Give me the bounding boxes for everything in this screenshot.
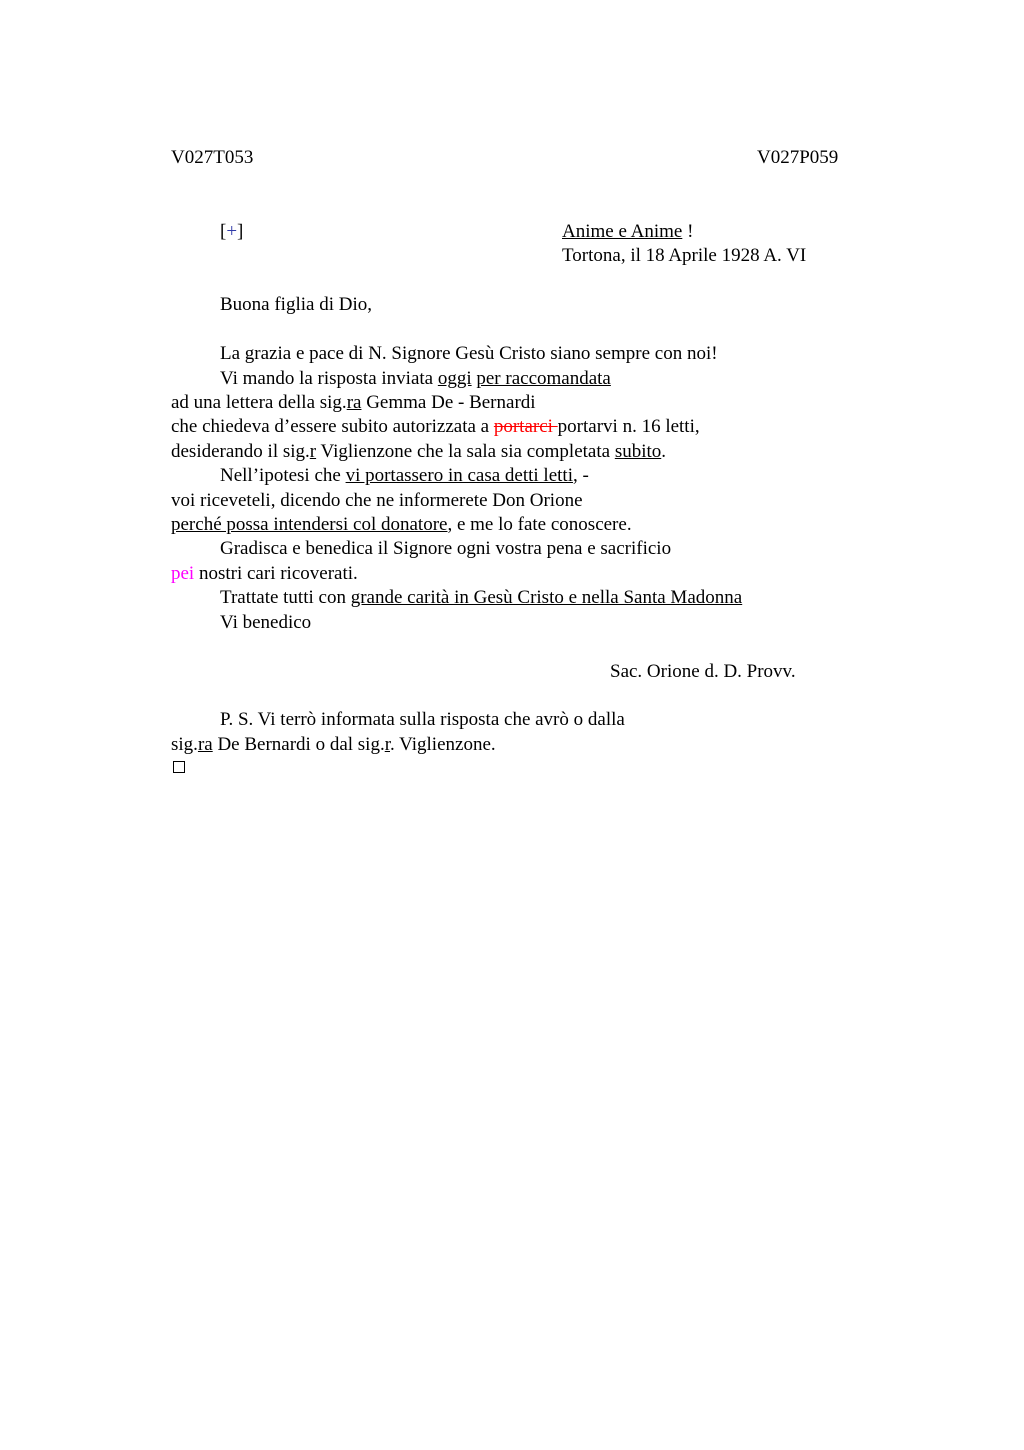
body-line-7: voi riceveteli, dicendo che ne informerete Don Orione xyxy=(171,490,583,511)
underlined-segment: per raccomandata xyxy=(476,368,611,389)
cross-close-bracket: ] xyxy=(237,221,244,242)
underlined-segment: r xyxy=(309,441,317,462)
struck-correction: portarci xyxy=(493,416,558,437)
text-segment: che chiedeva d’essere subito autorizzata a xyxy=(171,416,494,437)
body-line-4 xyxy=(171,415,700,439)
body-line-2 xyxy=(220,367,611,391)
text-segment: Vi mando la risposta inviata xyxy=(220,368,438,389)
underlined-segment: perché possa intendersi col donatore xyxy=(171,514,448,535)
underlined-segment: ra xyxy=(346,392,362,413)
salutation: Buona figlia di Dio, xyxy=(220,294,372,315)
body-line-6 xyxy=(220,464,589,488)
text-segment: portarvi n. 16 letti, xyxy=(557,416,700,437)
text-segment: Viglienzone che la sala sia completata xyxy=(316,441,615,462)
body-line-1: La grazia e pace di N. Signore Gesù Cristo siano sempre con noi! xyxy=(220,343,718,364)
body-line-11 xyxy=(220,586,742,610)
cross-symbol: + xyxy=(226,221,238,242)
text-segment: , e me lo fate conoscere. xyxy=(447,514,632,535)
text-segment: . Viglienzone. xyxy=(390,734,496,755)
cross-open-bracket: [ xyxy=(220,221,227,242)
underlined-segment: ra xyxy=(197,734,213,755)
underlined-segment: oggi xyxy=(437,368,472,389)
underlined-segment: r xyxy=(384,734,390,755)
end-box-icon xyxy=(173,761,185,773)
body-line-5 xyxy=(171,440,666,464)
postscript-line-2 xyxy=(171,733,496,757)
highlighted-word: pei xyxy=(171,563,195,584)
underlined-segment: vi portassero in casa detti letti xyxy=(345,465,573,486)
body-line-12: Vi benedico xyxy=(220,612,312,633)
text-segment: Nell’ipotesi che xyxy=(220,465,346,486)
text-segment: sig. xyxy=(171,734,198,755)
cross-mark xyxy=(220,220,243,244)
place-date: Tortona, il 18 Aprile 1928 A. VI xyxy=(562,245,807,266)
text-segment: desiderando il sig. xyxy=(171,441,310,462)
body-line-3 xyxy=(171,391,536,415)
document-code-right: V027P059 xyxy=(757,147,839,168)
underlined-segment: subito xyxy=(614,441,662,462)
text-segment: Trattate tutti con xyxy=(220,587,351,608)
text-segment: . xyxy=(661,441,667,462)
body-line-9: Gradisca e benedica il Signore ogni vostra pena e sacrificio xyxy=(220,538,672,559)
motto-underlined: Anime e Anime xyxy=(562,221,683,242)
postscript-line-1: P. S. Vi terrò informata sulla risposta che avrò o dalla xyxy=(220,709,625,730)
motto xyxy=(562,220,693,244)
text-segment: Gemma De - Bernardi xyxy=(361,392,536,413)
text-segment: nostri cari ricoverati. xyxy=(194,563,358,584)
body-line-8 xyxy=(171,513,632,537)
document-code-left: V027T053 xyxy=(171,147,254,168)
text-segment: , - xyxy=(572,465,589,486)
text-segment: De Bernardi o dal sig. xyxy=(212,734,385,755)
text-segment: ad una lettera della sig. xyxy=(171,392,347,413)
underlined-segment: grande carità in Gesù Cristo e nella Santa Madonna xyxy=(350,587,743,608)
body-line-10 xyxy=(171,562,358,586)
motto-tail: ! xyxy=(682,221,694,242)
signature: Sac. Orione d. D. Provv. xyxy=(610,661,796,682)
